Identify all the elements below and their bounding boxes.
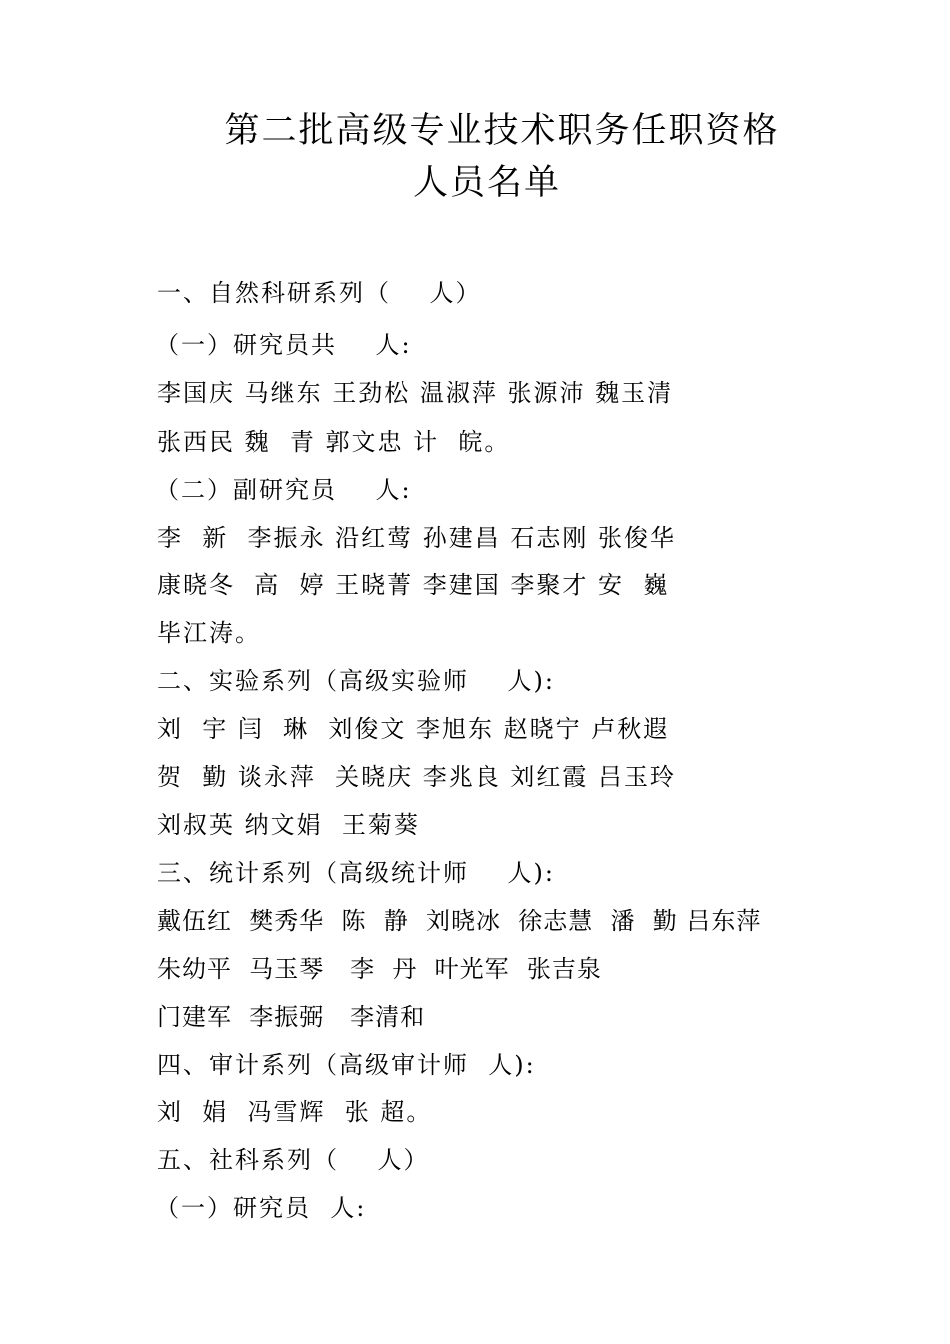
name-list-line: 李国庆 马继东 王劲松 温淑萍 张源沛 魏玉清 xyxy=(157,379,674,407)
section-heading-laboratory: 二、实验系列（高级实验师 人): xyxy=(157,667,555,695)
name-list-line: 刘 娟 冯雪辉 张 超。 xyxy=(157,1098,433,1126)
name-list-line: 刘叔英 纳文娟 王菊葵 xyxy=(157,811,420,839)
subsection-researcher: （一）研究员共 人: xyxy=(155,331,412,359)
name-list-line: 门建军 李振弼 李清和 xyxy=(157,1003,426,1031)
subsection-social-researcher: （一）研究员 人: xyxy=(155,1194,367,1222)
section-heading-statistics: 三、统计系列（高级统计师 人): xyxy=(157,859,555,887)
document-title-line-1: 第二批高级专业技术职务任职资格 xyxy=(224,111,780,151)
name-list-line: 刘 宇 闫 琳 刘俊文 李旭东 赵晓宁 卢秋遐 xyxy=(157,715,670,743)
name-list-line: 毕江涛。 xyxy=(157,619,261,647)
section-heading-natural-science: 一、自然科研系列（ 人） xyxy=(157,279,482,307)
section-heading-audit: 四、审计系列（高级审计师 人): xyxy=(157,1051,536,1079)
name-list-line: 朱幼平 马玉琴 李 丹 叶光军 张吉泉 xyxy=(157,955,602,983)
name-list-line: 贺 勤 谈永萍 关晓庆 李兆良 刘红霞 吕玉玲 xyxy=(157,763,677,791)
name-list-line: 张西民 魏 青 郭文忠 计 皖。 xyxy=(157,428,511,456)
document-title-line-2: 人员名单 xyxy=(412,163,561,203)
section-heading-social-science: 五、社科系列（ 人） xyxy=(157,1146,430,1174)
subsection-associate-researcher: （二）副研究员 人: xyxy=(155,476,412,504)
name-list-line: 李 新 李振永 沿红莺 孙建昌 石志刚 张俊华 xyxy=(157,524,677,552)
name-list-line: 康晓冬 高 婷 王晓菁 李建国 李聚才 安 巍 xyxy=(157,571,670,599)
name-list-line: 戴伍红 樊秀华 陈 静 刘晓冰 徐志慧 潘 勤 吕东萍 xyxy=(157,907,762,935)
